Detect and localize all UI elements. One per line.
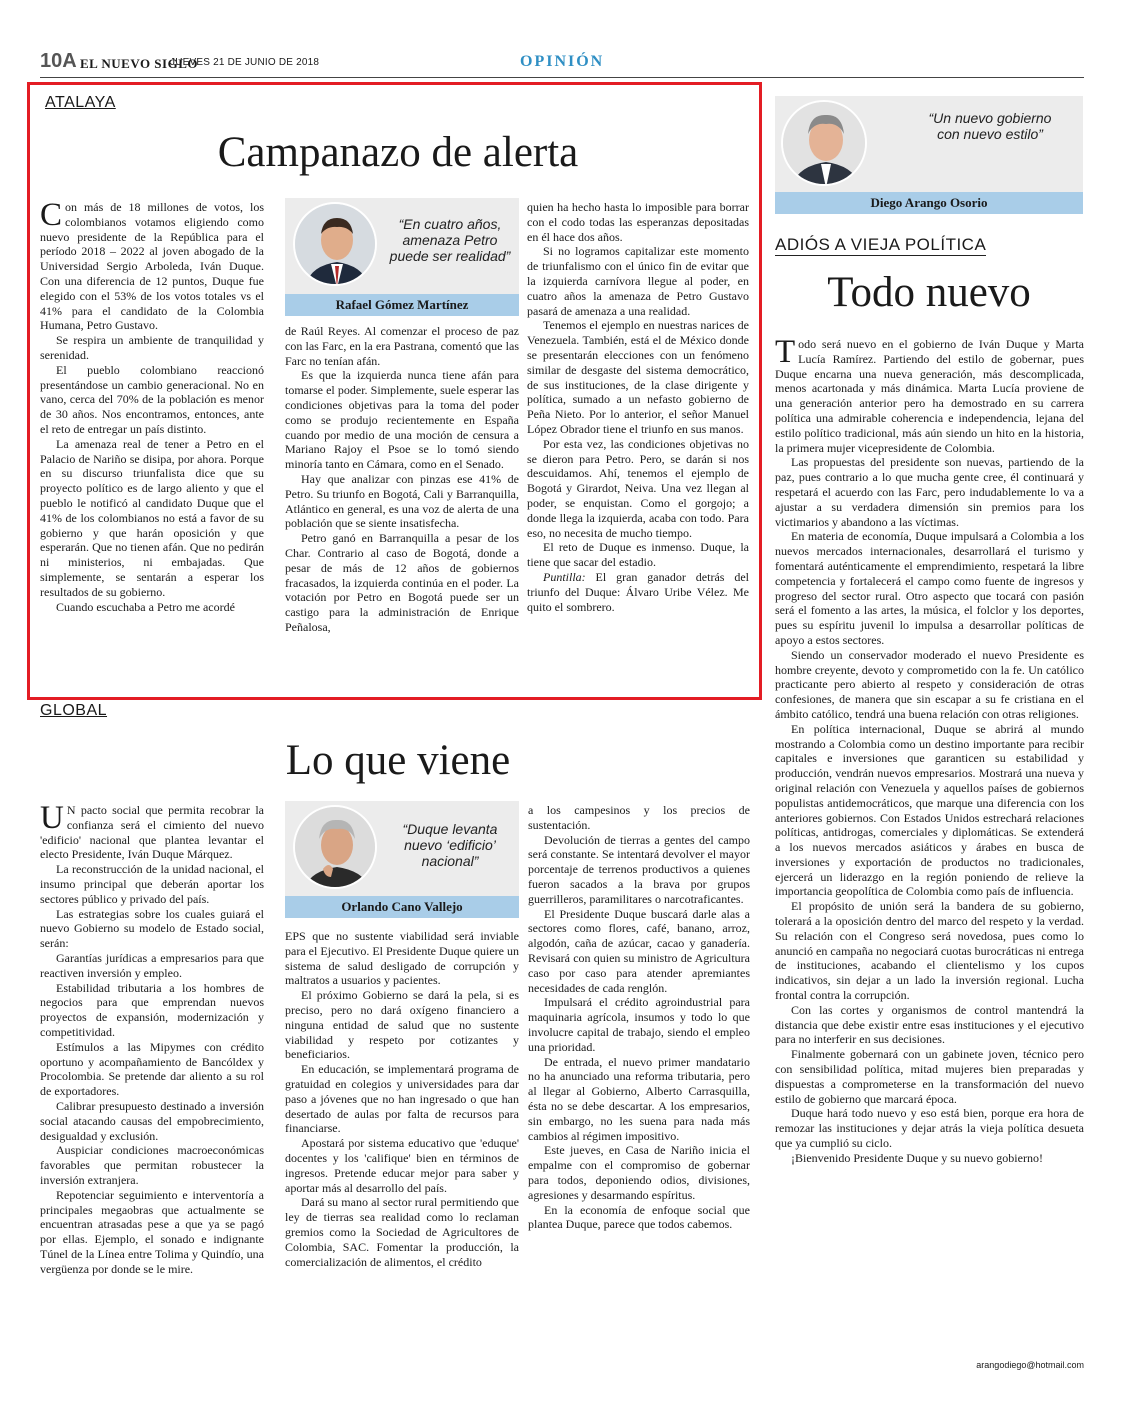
- global-paragraph: a los campesinos y los precios de sustentación.: [528, 803, 750, 832]
- global-paragraph: U N pacto social que permita recobrar la confianza será el cimiento del nuevo 'edificio' nacional que plantea levantar el electo Presidente, Iván Duque Márquez.: [40, 800, 264, 862]
- global-paragraph: Este jueves, en Casa de Nariño inicia el empalme con el compromiso de gobernar para todos, deponiendo odios, divisiones, agresiones y desarmando espíritus.: [528, 1143, 750, 1202]
- global-paragraph: Estímulos a las Mipymes con crédito oportuno y acompañamiento de Bancóldex y Procolombia. Se pretende dar aliento a su rol de exportadores.: [40, 1039, 264, 1099]
- newspaper-name: EL NUEVO SIGLO: [80, 56, 198, 71]
- todo-nuevo-paragraph: En política internacional, Duque se abrirá al mundo mostrando a Colombia como un destino importante para recibir capitales e inversiones que garanticen su estabilidad y producción, vendrán nuevos empresarios. Mostrará una nueva y original relación con Venezuela y aquellos países de gobiernos populistas antidemocráticos, que marque una diferencia con los anteriores gobiernos. Con Estados Unidos estrechará relaciones políticas, antidrogas, comerciales y diplomáticas. Se extenderá a los nuevos mercados asiáticos y árabes en busca de inversiones y exportación de productos no tradicionales, ejercerá un liderazgo en la región poniendo de relieve la importancia geopolítica de Colombia como país de influencia.: [775, 721, 1084, 899]
- author-byline: Orlando Cano Vallejo: [285, 896, 519, 918]
- pull-quote: “Un nuevo gobierno con nuevo estilo”: [928, 110, 1052, 142]
- atalaya-kicker: ATALAYA: [45, 94, 116, 111]
- masthead: [40, 50, 1084, 80]
- masthead-rule: [40, 77, 1084, 78]
- atalaya-paragraph: El pueblo colombiano reaccionó presentándose un cambio generacional. No en vano, cerca del 70% de la población es menor de 30 años. Nos encontramos, entonces, ante el reto de entregar un país distinto.: [40, 362, 264, 436]
- global-paragraph: EPS que no sustente viabilidad será inviable para el Ejecutivo. El Presidente Duque quiere un sistema de salud desligado de corrupción y maltratos a usuarios y pacientes.: [285, 929, 519, 988]
- todo-nuevo-kicker: ADIÓS A VIEJA POLÍTICA: [775, 235, 987, 254]
- global-column-1: [40, 800, 264, 1277]
- atalaya-paragraph: Cuando escuchaba a Petro me acordé: [56, 599, 235, 614]
- puntilla: Puntilla: El gran ganador detrás del triunfo del Duque: Álvaro Uribe Vélez. Me quito el sombrero.: [527, 569, 749, 614]
- atalaya-column-2: [285, 324, 519, 635]
- atalaya-paragraph: Con más de 18 millones de votos, los colombianos votamos eligiendo como nuevo presidente de la República para el período 2018 – 2022 al joven abogado de la Universidad Sergio Arboleda, Iván Duque. Con una diferencia de 12 puntos, Duque fue elegido con el 53% de los votos totales vs el 41% para el candidato de la Colombia Humana, Petro Gustavo.: [40, 197, 264, 333]
- atalaya-paragraph: quien ha hecho hasta lo imposible para borrar con el codo todas las esperanzas depositadas en él hace dos años.: [527, 200, 749, 244]
- global-paragraph: Devolución de tierras a gentes del campo será constante. Se intentará devolver el mayor porcentaje de terrenos productivos a quienes fueron sacados a la brava por grupos guerrilleros, paramilitares o narcotraficantes.: [528, 832, 750, 906]
- atalaya-paragraph: Se respira un ambiente de tranquilidad y serenidad.: [40, 333, 264, 362]
- author-photo: [293, 202, 377, 286]
- author-byline: Rafael Gómez Martínez: [285, 294, 519, 316]
- author-portrait-icon: [783, 102, 867, 186]
- author-byline: Diego Arango Osorio: [775, 192, 1083, 214]
- atalaya-paragraph: de Raúl Reyes. Al comenzar el proceso de paz con las Farc, en la era Pastrana, comentó que las Farc no tenían afán.: [285, 324, 519, 368]
- atalaya-paragraph: Si no logramos capitalizar este momento de triunfalismo con el único fin de evitar que la izquierda carnívora llegue al poder, en cuatro años la amenaza de Petro Gustavo pasará de amenaza a una realidad.: [527, 244, 749, 318]
- global-paragraph: Dará su mano al sector rural permitiendo que ley de tierras sea realidad como lo reclaman gremios como la Sociedad de Agricultores de Colombia, SAC. Fomentar la producción, la comercialización de alimentos, el crédito: [285, 1195, 519, 1269]
- atalaya-headline: Campanazo de alerta: [217, 129, 579, 176]
- global-paragraph: Garantías jurídicas a empresarios para que reactiven inversión y empleo.: [40, 950, 264, 980]
- global-headline: Lo que viene: [285, 737, 511, 784]
- atalaya-paragraph: Tenemos el ejemplo en nuestras narices de Venezuela. También, está el de México donde se presentarán elecciones con un fenómeno similar de desgaste del sistema democrático, de sus instituciones, de la clase dirigente y política, sumado a un nefasto gobierno de Peña Nieto. Por lo anterior, el señor Manuel López Obrador tiene el triunfo en sus manos.: [527, 318, 749, 436]
- global-column-2: [285, 929, 519, 1269]
- global-paragraph: Estabilidad tributaria a los hombres de negocios para que emprendan nuevos proyectos de expansión, modernización y competitividad.: [40, 980, 264, 1039]
- todo-nuevo-paragraph: Siendo un conservador moderado el nuevo Presidente es hombre creyente, devoto y comprometido con la fe. Un católico practicante pero abierto al respeto y consideración de otras confesiones, de manera que sin escapar a su fe cristiana en el ámbito católico, tendrá una buena relación con otras religiones.: [775, 647, 1084, 721]
- global-quote-box: [285, 801, 519, 918]
- author-portrait-icon: [295, 204, 377, 286]
- author-portrait-icon: [295, 807, 377, 889]
- todo-nuevo-paragraph: El propósito de unión será la bandera de su gobierno, tolerará a la oposición dentro del marco del respeto y la verdad. Su relación con el Congreso será novedosa, pues como lo anunció en campaña no negociará cuotas burocráticas ni entrega de instituciones, acabando el clientelismo y los cupos indicativos, sin dejar a un lado la inversión regional. Lucha frontal contra la corrupción.: [775, 899, 1084, 1003]
- todo-nuevo-paragraph: ¡Bienvenido Presidente Duque y su nuevo gobierno!: [791, 1150, 1043, 1165]
- todo-nuevo-quote-box: [775, 96, 1083, 214]
- todo-nuevo-column: [775, 334, 1084, 1166]
- atalaya-quote-box: [285, 198, 519, 316]
- pull-quote: “Duque levanta nuevo ‘edificio’ nacional”: [402, 821, 498, 869]
- global-paragraph: La reconstrucción de la unidad nacional, el insumo principal que deberán aportar los sectores público y privado del país.: [40, 862, 264, 906]
- global-paragraph: El próximo Gobierno se dará la pela, si es preciso, pero no dará oxígeno financiero a ninguna entidad de salud que no sustente viabilidad y respeto por cotizantes y beneficiarios.: [285, 988, 519, 1062]
- global-paragraph: El Presidente Duque buscará darle alas a sectores como flores, café, banano, arroz, algodón, caña de azúcar, cacao y ganadería. Revisará con quien su ministro de Agricultura caso por caso para atender apremiantes necesidades de cada renglón.: [528, 906, 750, 995]
- dropcap: T: [775, 334, 796, 370]
- atalaya-paragraph: El reto de Duque es inmenso. Duque, la tiene que sacar del estadio.: [527, 540, 749, 570]
- atalaya-column-3: [527, 200, 749, 614]
- author-photo: [781, 100, 867, 186]
- section-title: OPINIÓN: [520, 53, 605, 70]
- global-paragraph: Auspiciar condiciones macroeconómicas favorables que permitan robustecer la inversión extranjera.: [40, 1143, 264, 1187]
- todo-nuevo-paragraph: Finalmente gobernará con un gabinete joven, técnico pero con sensibilidad política, mitad mujeres bien preparadas y dispuestas a comprometerse en la transformación del nuevo estilo de gobierno que marcará época.: [775, 1047, 1084, 1106]
- global-paragraph: Apostará por sistema educativo que 'eduque' docentes y los 'califique' bien en términos de ingresos. Pretende educar mejor para saber y aportar más al desarrollo del país.: [285, 1136, 519, 1195]
- author-email[interactable]: arangodiego@hotmail.com: [976, 1360, 1084, 1370]
- global-column-3: [528, 803, 750, 1232]
- todo-nuevo-paragraph: Las propuestas del presidente son nuevas, partiendo de la paz, pues contrario a lo que mucha gente cree, él continuará y respetará el acuerdo con las Farc, pero indudablemente lo va a ajustar a su verdadera dimensión sin premios para los victimarios y abandono a las víctimas.: [775, 455, 1084, 529]
- author-photo: [293, 805, 377, 889]
- global-paragraph: Repotenciar seguimiento e interventoría a principales megaobras que actualmente se encuentran atrasadas pese a que ya se pagó por ellas. Ejemplo, el sonado e indignante Túnel de la Línea entre Tolima y Quindío, una vergüenza por donde se le mire.: [40, 1187, 264, 1276]
- issue-date: JUEVES 21 DE JUNIO DE 2018: [170, 57, 320, 68]
- todo-nuevo-paragraph: Con las cortes y organismos de control mantendrá la distancia que debe existir entre esas instituciones y el ejecutivo para no interferir en sus decisiones.: [775, 1002, 1084, 1047]
- todo-nuevo-paragraph: En materia de economía, Duque impulsará a Colombia a los nuevos mercados internacionales, desarrollará el turismo y fomentará auténticamente el emprendimiento, respetará la libre competencia y fortalecerá el campo como fuente de ingresos y progreso del sector rural. Otro aspecto que tocará con pasión será el fomento a las artes, la música, el folclor y los deportes, pues su espíritu juvenil lo impulsa a desarrollar políticas de apoyo a estos sectores.: [775, 529, 1084, 647]
- page-number: 10A: [40, 50, 77, 72]
- todo-nuevo-paragraph: Duque hará todo nuevo y eso está bien, porque era hora de remozar las instituciones y dejar atrás la vieja política desueta que ya cumplió su ciclo.: [775, 1106, 1084, 1151]
- atalaya-paragraph: Es que la izquierda nunca tiene afán para tomarse el poder. Simplemente, suele esperar las condiciones objetivas para la toma del poder como se produjo recientemente en España cuando por medio de una moción de censura a Mariano Rajoy el Psoe se lo tomó siendo minoría tanto en Cámara, como en el Senado.: [285, 368, 519, 472]
- todo-nuevo-paragraph: Todo será nuevo en el gobierno de Iván Duque y Marta Lucía Ramírez. Partiendo del estilo de gobernar, pues Duque encarna una nueva generación, más descomplicada, menos acartonada y más dinámica. Marta Lucía proviene de una generación anterior pero ha demostrado en su carrera política una admirable coherencia e independencia, lejana del estilo político tradicional, más aún siendo un hito en la historia, la primera mujer vicepresidente de Colombia.: [775, 334, 1084, 455]
- todo-nuevo-headline: Todo nuevo: [827, 269, 1031, 316]
- dropcap: U: [40, 800, 64, 836]
- pull-quote: “En cuatro años, amenaza Petro puede ser realidad”: [389, 216, 511, 264]
- global-paragraph: De entrada, el nuevo primer mandatario no ha anunciado una reforma tributaria, pero al llegar al Gobierno, Alberto Carrasquilla, ésta no se debe descartar. A los empresarios, sin embargo, no les suena para nada más cambios al régimen impositivo.: [528, 1054, 750, 1143]
- global-paragraph: En la economía de enfoque social que plantea Duque, parece que todos cabemos.: [528, 1202, 750, 1232]
- global-paragraph: Las estrategias sobre los cuales guiará el nuevo Gobierno su modelo de Estado social, serán:: [40, 906, 264, 951]
- atalaya-paragraph: Por esta vez, las condiciones objetivas no se dieron para Petro. Pero, se darán si nos descuidamos. Ahí, tenemos el ejemplo de Bogotá y Girardot, Neiva. Una vez llegan al poder, se enquistan. Como el gorgojo; a donde llega la izquierda, acaba con todo. Para eso, no necesita de mucho tiempo.: [527, 436, 749, 540]
- global-paragraph: Impulsará el crédito agroindustrial para maquinaria agrícola, insumos y todo lo que involucre capital de trabajo, siendo el empleo una prioridad.: [528, 995, 750, 1054]
- atalaya-paragraph: Hay que analizar con pinzas ese 41% de Petro. Su triunfo en Bogotá, Cali y Barranquilla, Atlántico en general, es una voz de alerta de una población que se siente insatisfecha.: [285, 471, 519, 531]
- global-paragraph: En educación, se implementará programa de gratuidad en colegios y universidades para dar paso a jóvenes que no han ingresado o que han desertado de aulas por falta de recursos para financiarse.: [285, 1062, 519, 1136]
- dropcap: C: [40, 197, 63, 233]
- atalaya-paragraph: La amenaza real de tener a Petro en el Palacio de Nariño se disipa, por ahora. Porque en su discurso triunfalista dice que su proyecto político es de largo aliento y que el pueblo le notificó al candidato Duque que el 41% de los colombianos no está a favor de su gobierno y que harán oposición y que esperarán. Que no tienen afán. Que no pedirán ni ministerios, ni embajadas. Que simplemente, se sentarán a esperar los resultados de su gobierno.: [40, 436, 264, 599]
- global-paragraph: Calibrar presupuesto destinado a inversión social atacando causas del empobrecimiento, desigualdad y exclusión.: [40, 1098, 264, 1143]
- atalaya-paragraph: Petro ganó en Barranquilla a pesar de los Char. Contrario al caso de Bogotá, donde a pesar de más de 12 años de gobiernos fracasados, la izquierda continúa en el poder. La votación por Petro en Bogotá puede ser un castigo para la administración de Enrique Peñalosa,: [285, 531, 519, 634]
- global-kicker: GLOBAL: [40, 702, 108, 719]
- atalaya-column-1: [40, 197, 264, 614]
